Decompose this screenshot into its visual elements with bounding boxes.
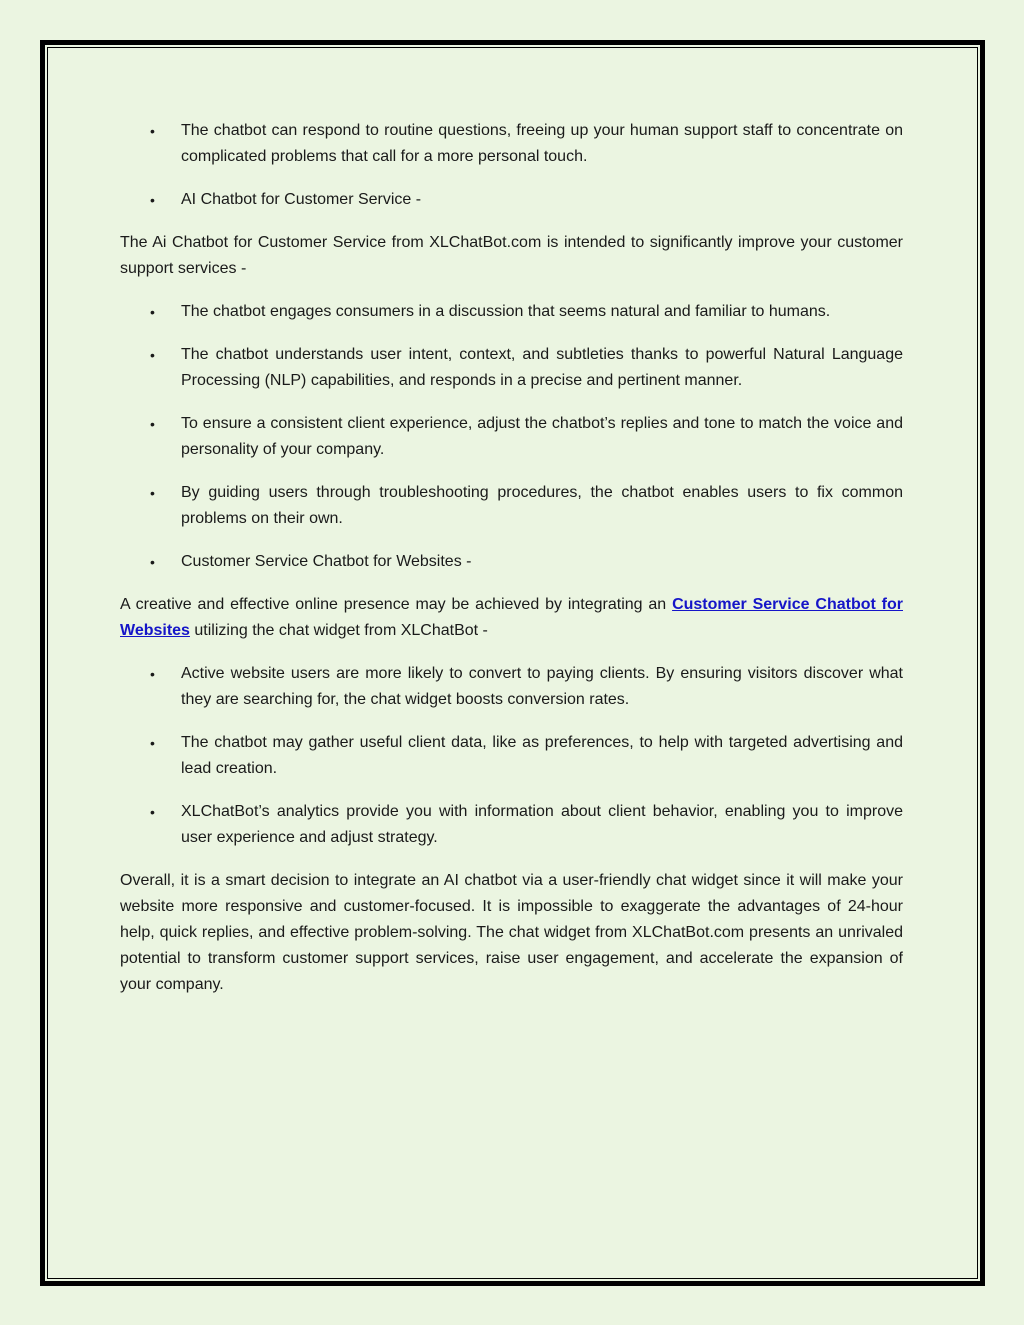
bullet-icon: • xyxy=(150,554,155,570)
list-item xyxy=(120,411,903,463)
list-item xyxy=(120,661,903,713)
paragraph-websites xyxy=(120,592,903,644)
list-item xyxy=(120,480,903,532)
list-item-text: The chatbot engages consumers in a discussion that seems natural and familiar to humans. xyxy=(181,303,831,320)
bullet-list-3 xyxy=(120,661,903,851)
list-item xyxy=(120,799,903,851)
paragraph-conclusion: Overall, it is a smart decision to integrate an AI chatbot via a user-friendly chat widget since it will make your website more responsive and customer-focused. It is impossible to exaggerate the advantages of 24-hour help, quick replies, and effective problem-solving. The chat widget from XLChatBot.com presents an unrivaled potential to transform customer support services, raise user engagement, and accelerate the expansion of your company. xyxy=(120,872,903,993)
list-item xyxy=(120,549,903,575)
paragraph-intro: The Ai Chatbot for Customer Service from XLChatBot.com is intended to significantly improve your customer support services - xyxy=(120,234,903,277)
list-item xyxy=(120,187,903,213)
list-item-text: The chatbot may gather useful client data, like as preferences, to help with targeted advertising and lead creation. xyxy=(181,734,903,777)
bullet-icon: • xyxy=(150,735,155,751)
bullet-icon: • xyxy=(150,123,155,139)
list-item-text: AI Chatbot for Customer Service - xyxy=(181,191,422,208)
list-item-text: The chatbot understands user intent, context, and subtleties thanks to powerful Natural Language Processing (NLP) capabilities, and responds in a precise and pertinent manner. xyxy=(181,346,903,389)
list-item xyxy=(120,299,903,325)
bullet-icon: • xyxy=(150,804,155,820)
list-item-text: XLChatBot’s analytics provide you with information about client behavior, enabling you to improve user experience and adjust strategy. xyxy=(181,803,903,846)
bullet-icon: • xyxy=(150,347,155,363)
paragraph-text-before-link: A creative and effective online presence may be achieved by integrating an xyxy=(120,596,673,613)
bullet-list-1 xyxy=(120,118,903,213)
list-item xyxy=(120,342,903,394)
list-item-text: Active website users are more likely to convert to paying clients. By ensuring visitors discover what they are searching for, the chat widget boosts conversion rates. xyxy=(181,665,903,708)
list-item xyxy=(120,730,903,782)
bullet-list-2 xyxy=(120,299,903,575)
customer-service-chatbot-link[interactable]: Customer Service Chatbot for Websites xyxy=(120,596,903,639)
bullet-icon: • xyxy=(150,485,155,501)
list-item xyxy=(120,118,903,170)
list-item-text: To ensure a consistent client experience, adjust the chatbot’s replies and tone to match the voice and personality of your company. xyxy=(181,415,903,458)
list-item-text: Customer Service Chatbot for Websites - xyxy=(181,553,472,570)
list-item-text: The chatbot can respond to routine questions, freeing up your human support staff to concentrate on complicated problems that call for a more personal touch. xyxy=(181,122,903,165)
list-item-text: By guiding users through troubleshooting procedures, the chatbot enables users to fix common problems on their own. xyxy=(181,484,903,527)
bullet-icon: • xyxy=(150,666,155,682)
paragraph-text-after-link: utilizing the chat widget from XLChatBot - xyxy=(189,622,488,639)
document-body xyxy=(120,118,903,1015)
bullet-icon: • xyxy=(150,304,155,320)
bullet-icon: • xyxy=(150,416,155,432)
bullet-icon: • xyxy=(150,192,155,208)
